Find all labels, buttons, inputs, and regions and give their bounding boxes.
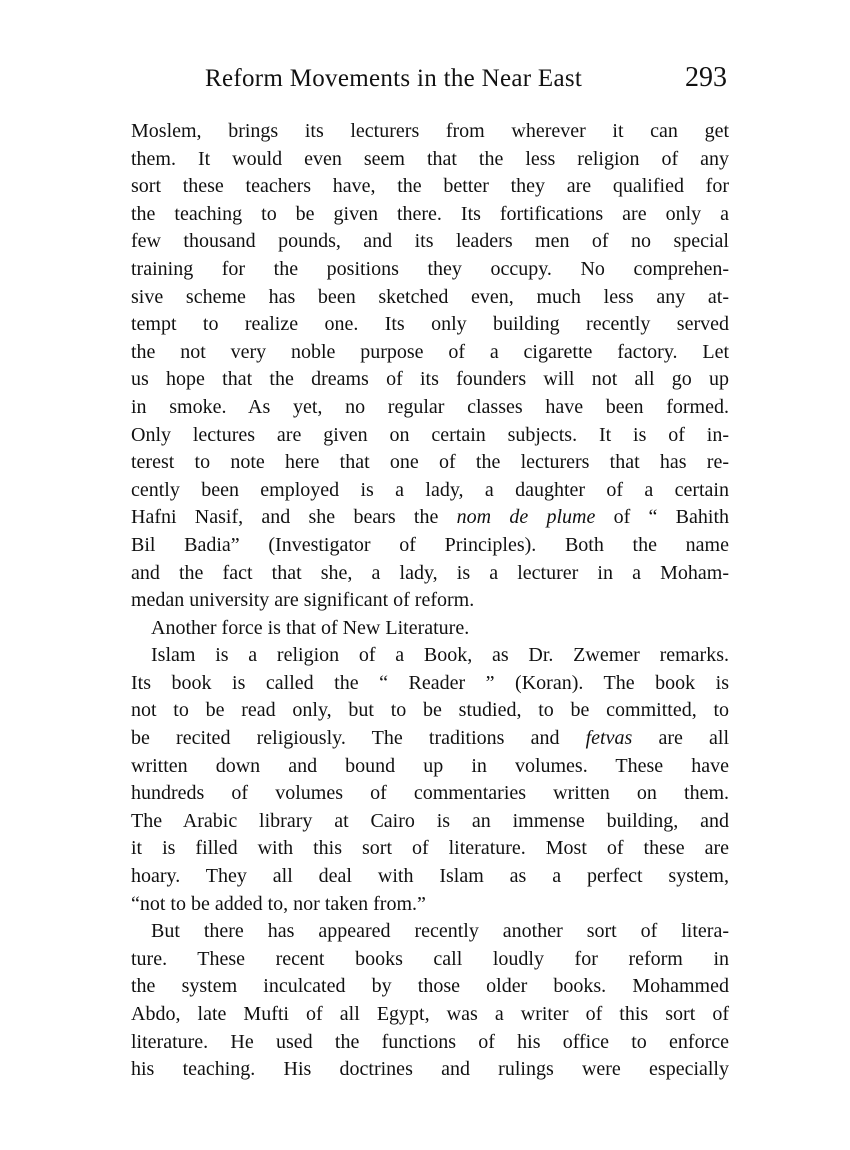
text-line: the not very noble purpose of a cigarette factory. Let [131,340,729,363]
body-text [131,118,729,1084]
text-line: the teaching to be given there. Its fortifications are only a [131,202,729,225]
line-text: be recited religiously. The traditions and [131,727,586,750]
running-head [205,62,735,102]
text-line: his teaching. His doctrines and rulings were especially [131,1058,729,1081]
text-line: Bil Badia” (Investigator of Principles). Both the name [131,533,729,556]
text-line: ture. These recent books call loudly for reform in [131,947,729,970]
text-line: Its book is called the “ Reader ” (Koran). The book is [131,671,729,694]
page-number: 293 [685,62,727,93]
text-line: tempt to realize one. Its only building recently served [131,313,729,336]
line-text: are all [632,727,729,750]
text-line: them. It would even seem that the less religion of any [131,147,729,170]
running-title: Reform Movements in the Near East [205,65,583,92]
text-line: Moslem, brings its lecturers from wherever it can get [131,120,729,142]
text-line: it is filled with this sort of literature. Most of these are [131,837,729,860]
text-line: few thousand pounds, and its leaders men of no special [131,230,729,253]
text-line: Islam is a religion of a Book, as Dr. Zwemer remarks. [151,644,729,667]
text-line: written down and bound up in volumes. These have [131,754,729,777]
text-line: Only lectures are given on certain subjects. It is of in- [131,423,729,446]
text-line: medan university are significant of reform. [131,589,475,612]
text-line: training for the positions they occupy. No comprehen- [131,257,729,280]
text-line: and the fact that she, a lady, is a lecturer in a Moham- [131,561,729,584]
text-line: the system inculcated by those older books. Mohammed [131,975,729,998]
text-line: Another force is that of New Literature. [151,616,470,639]
text-line [131,725,729,753]
text-line: in smoke. As yet, no regular classes have been formed. [131,395,729,418]
line-text: Hafni Nasif, and she bears the [131,506,457,529]
text-line: hundreds of volumes of commentaries written on them. [131,782,729,805]
text-line: The Arabic library at Cairo is an immense building, and [131,809,729,832]
paragraph-2 [131,615,729,643]
text-line: cently been employed is a lady, a daughter of a certain [131,478,729,501]
paragraph-3 [131,642,729,918]
italic-phrase: fetvas [585,727,633,750]
text-line [131,504,729,532]
text-line: “not to be added to, nor taken from.” [131,892,426,915]
text-line: But there has appeared recently another sort of litera- [151,920,729,943]
line-text: of “ Bahith [595,506,729,529]
text-line: not to be read only, but to be studied, to be committed, to [131,699,729,722]
text-line: sort these teachers have, the better they are qualified for [131,175,729,198]
text-line: Abdo, late Mufti of all Egypt, was a writer of this sort of [131,1003,729,1025]
paragraph-4 [131,918,729,1084]
text-line: sive scheme has been sketched even, much less any at- [131,285,729,308]
italic-phrase: nom de plume [456,506,596,529]
paragraph-1 [131,118,729,615]
text-line: terest to note here that one of the lecturers that has re- [131,451,729,474]
text-line: us hope that the dreams of its founders will not all go up [131,368,729,391]
text-line: literature. He used the functions of his office to enforce [131,1030,729,1053]
text-line: hoary. They all deal with Islam as a perfect system, [131,865,729,888]
